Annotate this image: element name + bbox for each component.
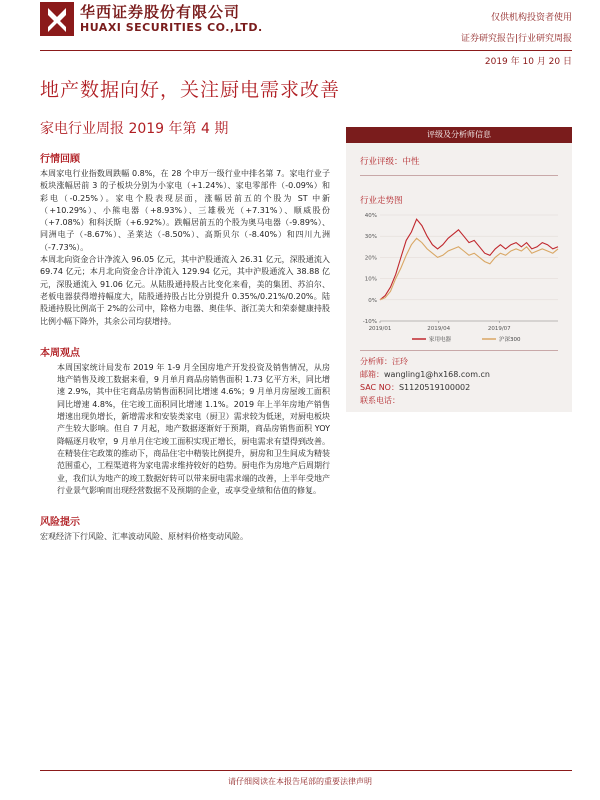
report-category: 证券研究报告|行业研究周报 <box>460 34 572 44</box>
legend-label: 沪深300 <box>499 337 521 343</box>
risk-paragraph: 宏观经济下行风险、汇率波动风险、原材料价格变动风险。 <box>40 532 248 542</box>
huaxi-logo-icon <box>40 2 74 36</box>
sac-number: S1120519100002 <box>398 383 471 392</box>
weekly-view-heading: 本周观点 <box>40 347 80 359</box>
brand-name-en: HUAXI SECURITIES CO.,LTD. <box>80 21 263 34</box>
phone-label: 联系电话： <box>360 396 400 405</box>
x-tick-label: 2019/07 <box>487 326 511 332</box>
weekly-view-paragraph: 本周国家统计局发布 2019 年 1-9 月全国房地产开发投资及销售情况，从房地产销售及竣工数据来看，9 月单月商品房销售面积 1.73 亿平方米，同比增速 2.9%，其中住宅商品房销售面积同比增速 4.6%；9 月单月房屋竣工面积同比增速 4.8%，住宅竣工面积同比增速 1.1%。2019 年上半年房地产销售增速出现负增长，新增需求和安装类家电（厨卫）需求较为低迷，对厨电板块产生较大影响。但自 7 月起，地产数据逐渐好于预期，商品房销售面积 YOY 降幅逐月收窄，9 月单月住宅竣工面积实现正增长，厨电需求有望得到改善。在精装住宅政策的推动下，商品住宅中精装比例提升，厨房和卫生间成为精装范围重心，工程渠道将为家电需求维持较好的趋势。厨电作为房地产后周期行业，我们认为地产的竣工数据好转可以带来厨电需求端的改善，上半年受地产行业景气影响而出现经营数据不及预期的企业，或享受业绩和估值的修复。 <box>57 362 330 495</box>
legend-label: 家用电器 <box>429 337 452 343</box>
series-line-1 <box>380 219 558 300</box>
sac-label: SAC NO： <box>360 383 399 392</box>
analyst-label: 分析师： <box>360 357 392 366</box>
report-body <box>40 150 330 543</box>
y-tick-label: 20% <box>364 255 377 262</box>
sidebar-divider-2 <box>360 350 558 351</box>
rating-sidebar <box>346 127 572 412</box>
report-date: 2019 年 10 月 20 日 <box>484 57 572 67</box>
analyst-name: 汪玲 <box>392 357 408 366</box>
sidebar-header: 评级及分析师信息 <box>346 127 572 143</box>
email-label: 邮箱： <box>360 370 384 379</box>
header-divider <box>40 50 572 51</box>
sidebar-divider <box>360 175 558 176</box>
report-title: 地产数据向好，关注厨电需求改善 <box>40 79 341 101</box>
y-tick-label: 40% <box>364 213 377 219</box>
market-review-paragraph-1: 本周家电行业指数周跌幅 0.8%，在 28 个申万一级行业中排名第 7。家电行业子板块涨幅居前 3 的子板块分别为小家电（+1.24%）、家电零部件（-0.09%）和彩电（-0.25%）。家电个股表现层面，涨幅居前五的个股为 ST 中新（+10.29%）、小熊电器（+8.93%）、三雄极光（+7.31%）、顺威股份（+7.08%）和科沃斯（+6.92%）。跌幅居前五的个股为奥马电器（-9.89%）、同洲电子（-8.67%）、圣莱达（-8.50%）、高斯贝尔（-8.40%）和四川九洲（-7.73%）。 <box>40 169 330 252</box>
industry-trend-chart <box>352 209 566 349</box>
brand-name-cn: 华西证券股份有限公司 <box>80 3 241 21</box>
y-tick-label: 0% <box>368 297 377 304</box>
y-tick-label: 30% <box>364 234 377 241</box>
analyst-info <box>360 355 490 407</box>
analyst-email[interactable]: wangling1@hx168.com.cn <box>384 370 490 379</box>
x-tick-label: 2019/04 <box>427 326 451 332</box>
industry-rating: 行业评级：中性 <box>360 157 420 167</box>
market-review-heading: 行情回顾 <box>40 154 80 165</box>
y-tick-label: -10% <box>362 319 377 325</box>
trend-chart-title: 行业走势图 <box>360 196 403 206</box>
report-subtitle: 家电行业周报 2019 年第 4 期 <box>40 121 229 137</box>
footer-divider <box>40 770 572 771</box>
risk-heading: 风险提示 <box>40 517 80 529</box>
y-tick-label: 10% <box>364 276 377 283</box>
market-review-paragraph-2: 本周北向资金合计净流入 96.05 亿元，其中沪股通流入 26.31 亿元，深股通流入 69.74 亿元；本月北向资金合计净流入 129.94 亿元，其中沪股通流入 38.88 亿元，深股通流入 91.06 亿元。从陆股通持股占比变化来看，美的集团、苏泊尔、老板电器获得增持幅度大，陆股通持股占比分别提升 0.35%/0.21%/0.20%。陆股通持股比例高于 2%的公司中，除格力电器、奥佳华、浙江美大和荣泰健康持股比例小幅下降外，其余公司均获增持。 <box>40 255 330 326</box>
audience-note: 仅供机构投资者使用 <box>490 13 572 23</box>
x-tick-label: 2019/01 <box>368 326 392 332</box>
legal-notice: 请仔细阅读在本报告尾部的重要法律声明 <box>228 777 372 786</box>
